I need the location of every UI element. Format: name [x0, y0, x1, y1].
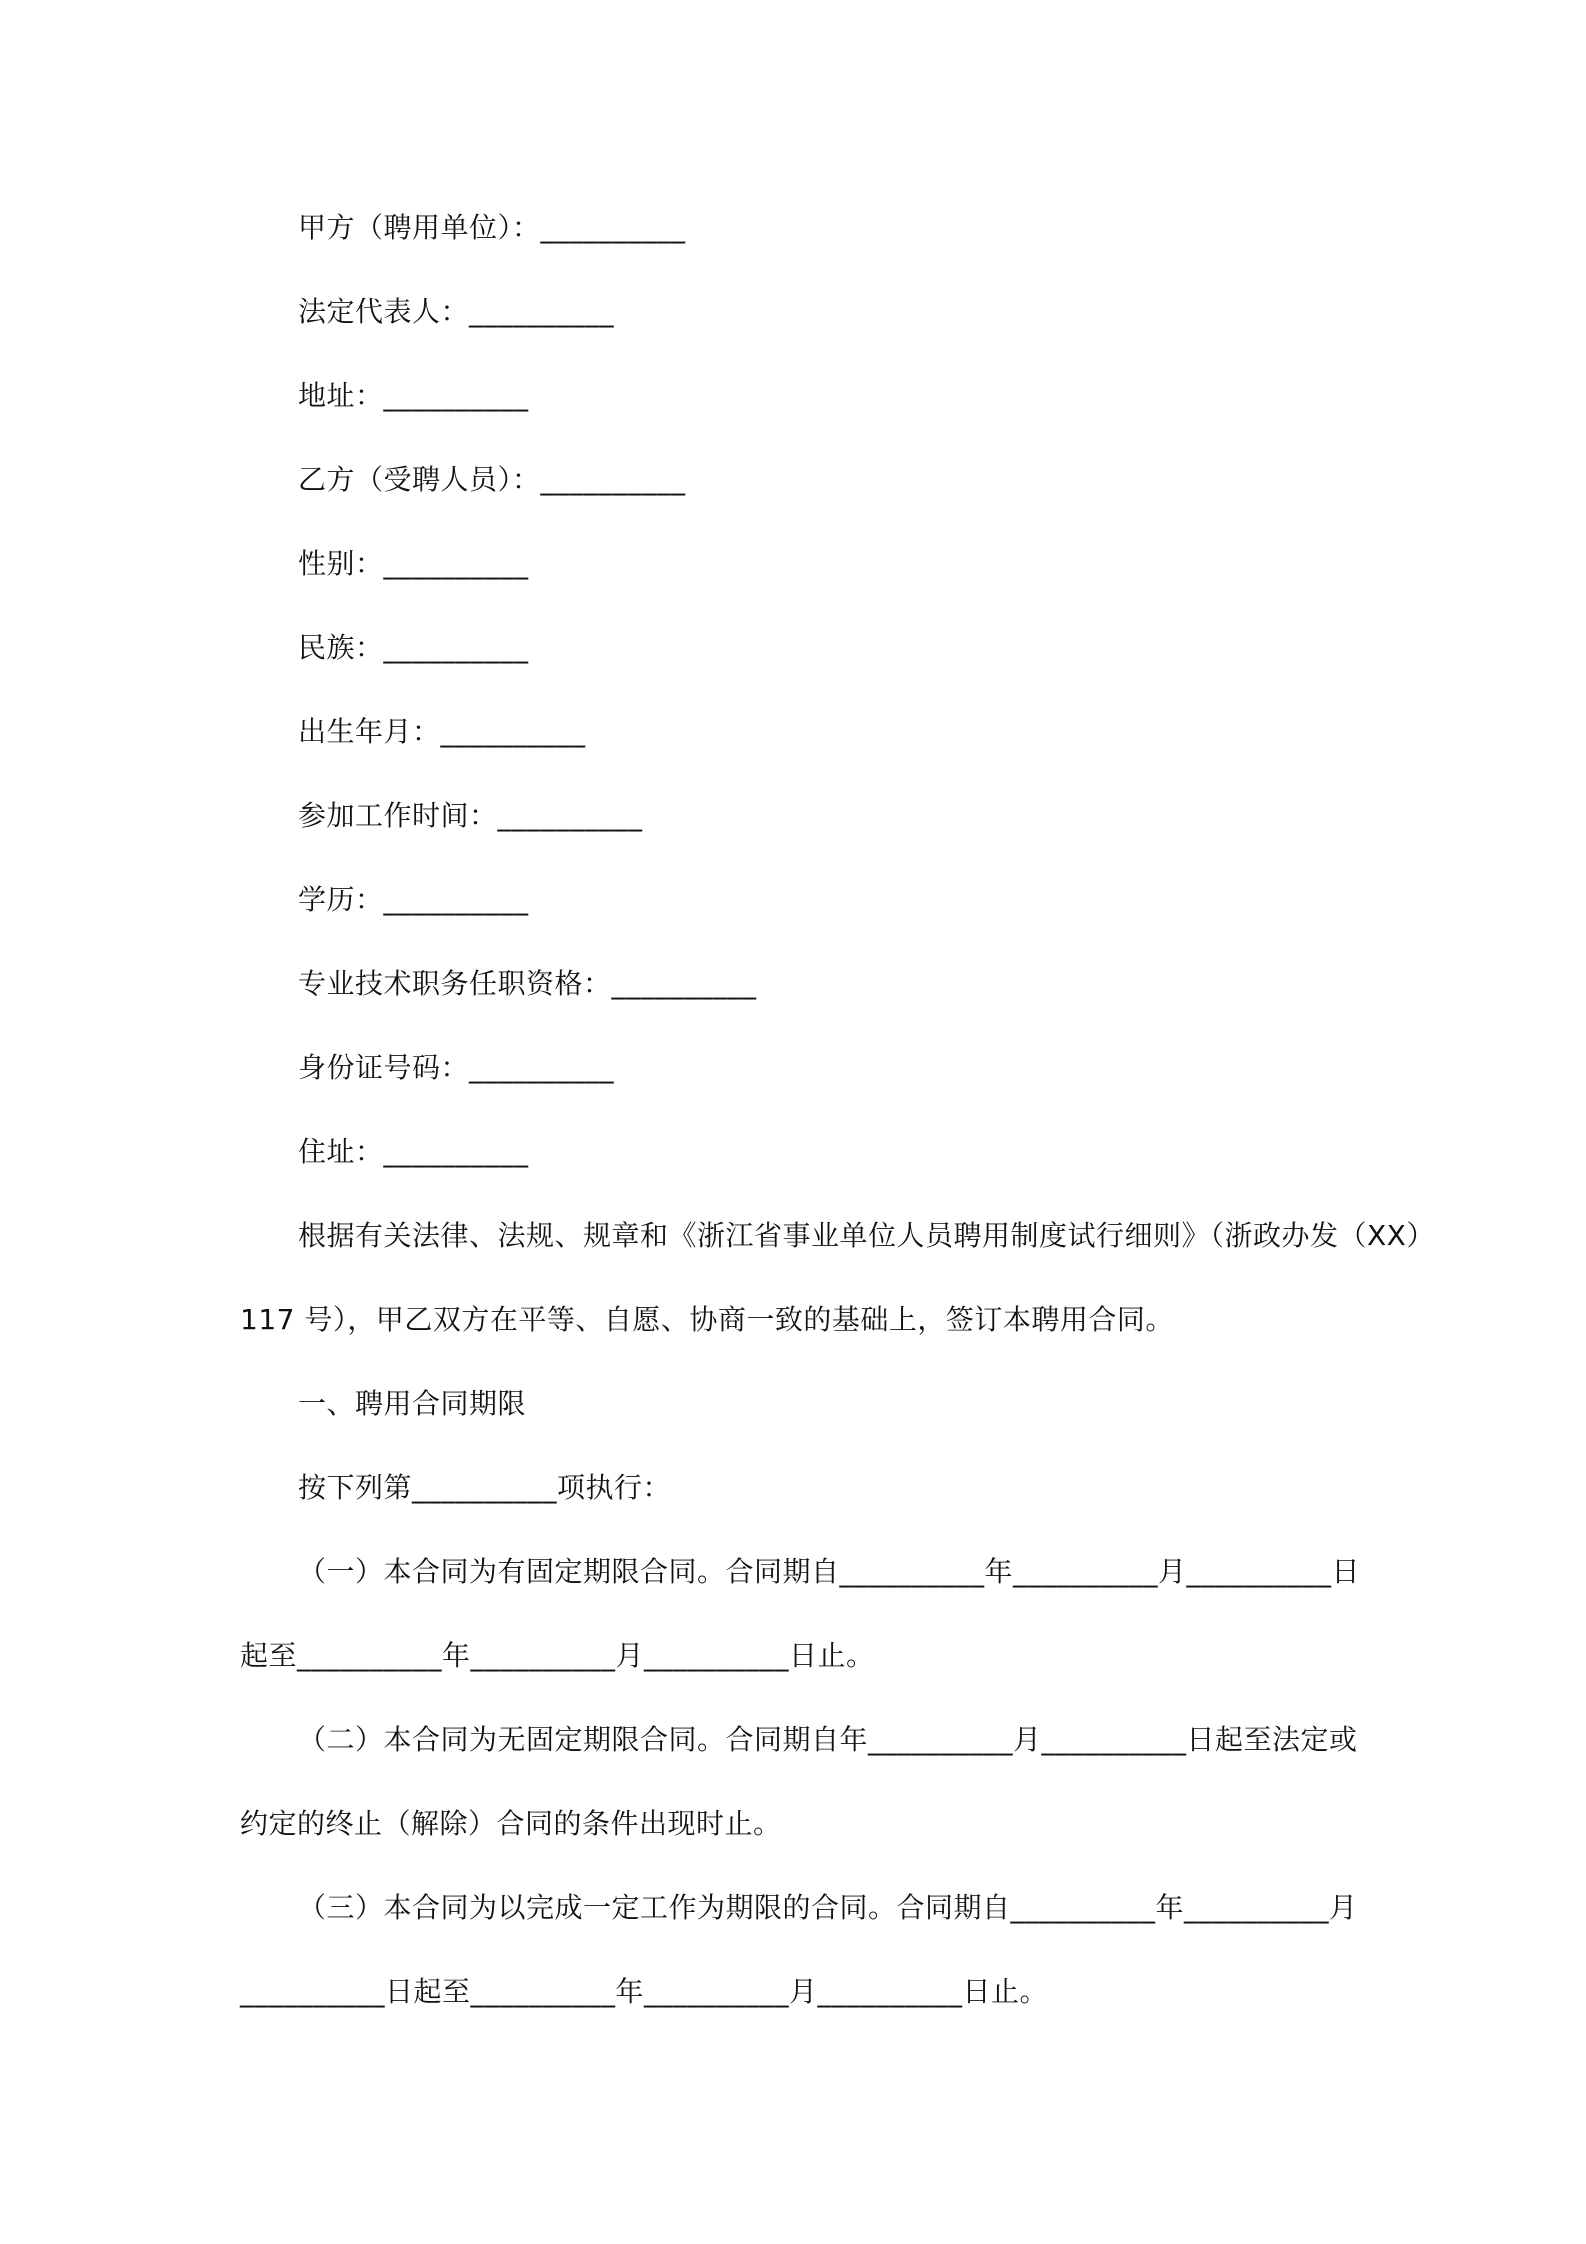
section-heading: 一、聘用合同期限: [298, 1387, 527, 1420]
field-residence: 住址：__________: [298, 1135, 529, 1168]
field-id-number: 身份证号码：__________: [298, 1051, 615, 1084]
field-employer: 甲方（聘用单位）：__________: [298, 211, 686, 244]
option-open-term-line-2: 约定的终止（解除）合同的条件出现时止。: [240, 1807, 782, 1840]
option-open-term-line-1: （二）本合同为无固定期限合同。合同期自年__________月__________日起至法定或: [298, 1723, 1358, 1756]
preamble-line-1: 根据有关法律、法规、规章和《浙江省事业单位人员聘用制度试行细则》（浙政办发（XX）: [298, 1219, 1435, 1252]
field-address: 地址：__________: [298, 379, 529, 412]
field-gender: 性别：__________: [298, 547, 529, 580]
field-ethnicity: 民族：__________: [298, 631, 529, 664]
field-education: 学历：__________: [298, 883, 529, 916]
option-task-term-line-1: （三）本合同为以完成一定工作为期限的合同。合同期自__________年__________月: [298, 1891, 1358, 1924]
preamble-line-2: 117 号），甲乙双方在平等、自愿、协商一致的基础上，签订本聘用合同。: [240, 1303, 1174, 1336]
field-legal-representative: 法定代表人：__________: [298, 295, 615, 328]
option-fixed-term-line-2: 起至__________年__________月__________日止。: [240, 1639, 875, 1672]
field-birth-date: 出生年月：__________: [298, 715, 586, 748]
field-employee: 乙方（受聘人员）：__________: [298, 463, 686, 496]
field-work-start-date: 参加工作时间：__________: [298, 799, 643, 832]
option-task-term-line-2: __________日起至__________年__________月__________日止。: [240, 1975, 1049, 2008]
section-instruction: 按下列第__________项执行：: [298, 1471, 672, 1504]
option-fixed-term-line-1: （一）本合同为有固定期限合同。合同期自__________年__________月__________日: [298, 1555, 1361, 1588]
field-professional-qualification: 专业技术职务任职资格：__________: [298, 967, 757, 1000]
